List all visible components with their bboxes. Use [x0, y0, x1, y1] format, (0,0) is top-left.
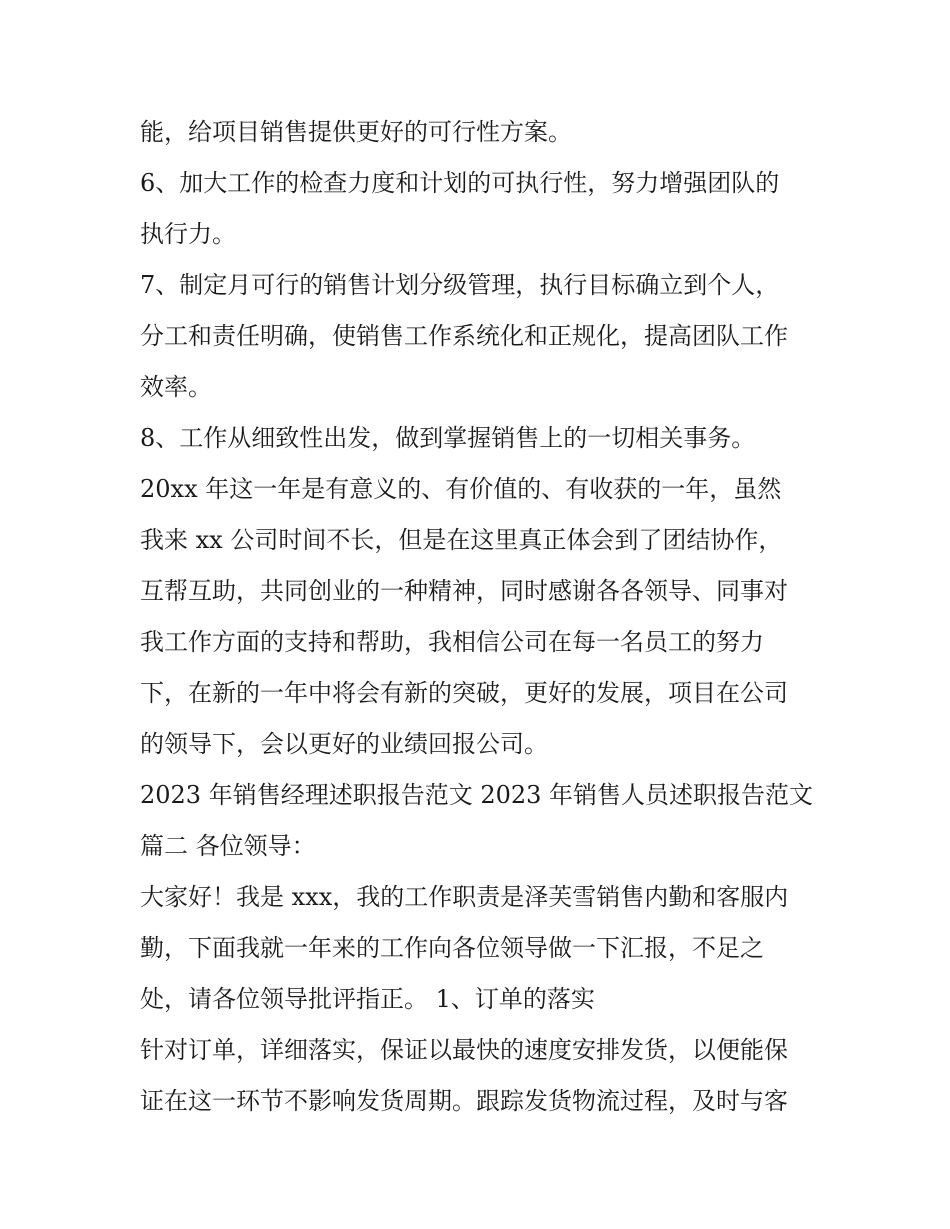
text-line: 互帮互助，共同创业的一种精神，同时感谢各各领导、同事对 [140, 577, 788, 605]
text-line: 我工作方面的支持和帮助，我相信公司在每一名员工的努力 [140, 628, 764, 656]
text-line: 处，请各位领导批评指正。 1、订单的落实 [140, 985, 595, 1013]
text-line: 执行力。 [140, 220, 236, 248]
section-title-line: 2023 年销售经理述职报告范文 2023 年销售人员述职报告范文 [140, 781, 814, 809]
text-line: 大家好！我是 xxx，我的工作职责是泽芙雪销售内勤和客服内 [140, 883, 789, 911]
text-line: 针对订单，详细落实，保证以最快的速度安排发货，以便能保 [140, 1036, 788, 1064]
text-line: 效率。 [140, 373, 212, 401]
text-line: 下，在新的一年中将会有新的突破，更好的发展，项目在公司 [140, 679, 788, 707]
text-line: 分工和责任明确，使销售工作系统化和正规化，提高团队工作 [140, 322, 788, 350]
text-line: 能，给项目销售提供更好的可行性方案。 [140, 118, 572, 146]
text-line: 20xx 年这一年是有意义的、有价值的、有收获的一年，虽然 [140, 475, 782, 503]
text-line: 的领导下，会以更好的业绩回报公司。 [140, 730, 548, 758]
text-line: 7、制定月可行的销售计划分级管理，执行目标确立到个人， [140, 271, 780, 299]
text-line: 证在这一环节不影响发货周期。跟踪发货物流过程，及时与客 [140, 1087, 788, 1115]
document-body [140, 107, 830, 1127]
text-line: 我来 xx 公司时间不长，但是在这里真正体会到了团结协作， [140, 526, 783, 554]
text-line: 6、加大工作的检查力度和计划的可执行性，努力增强团队的 [140, 169, 780, 197]
text-line: 8、工作从细致性出发，做到掌握销售上的一切相关事务。 [140, 424, 756, 452]
text-line: 勤，下面我就一年来的工作向各位领导做一下汇报，不足之 [140, 934, 764, 962]
text-line: 篇二 各位领导： [140, 832, 316, 860]
